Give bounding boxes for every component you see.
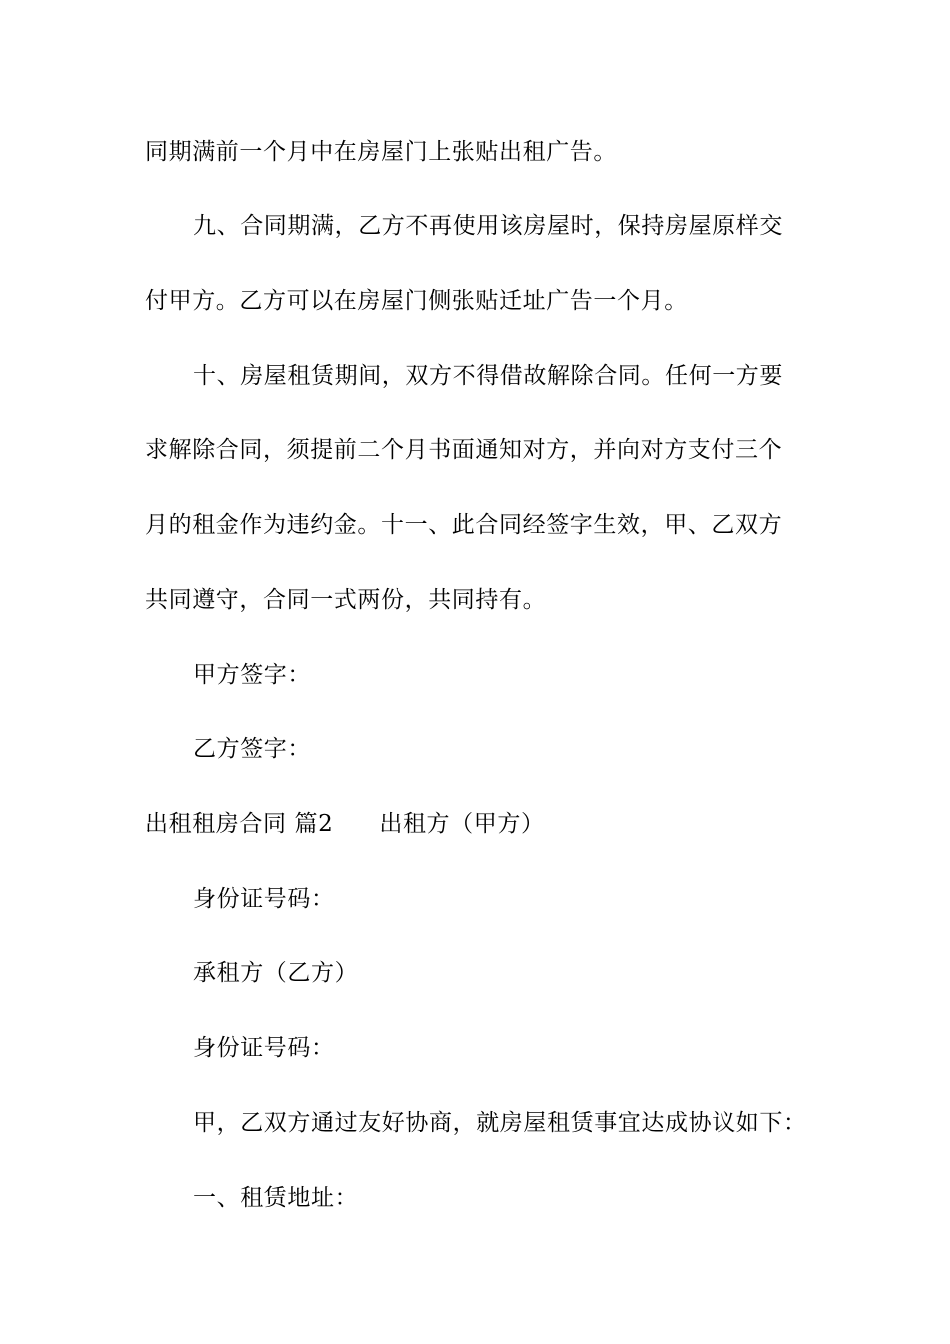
lessee-label: 承租方（乙方） <box>193 960 359 986</box>
clause-one-line: 一、租赁地址： <box>193 1185 359 1211</box>
clause-nine-line: 九、合同期满，乙方不再使用该房屋时，保持房屋原样交 <box>193 213 783 239</box>
id-number-line: 身份证号码： <box>193 886 335 912</box>
text-line: 求解除合同，须提前二个月书面通知对方，并向对方支付三个 <box>145 437 783 463</box>
text-line: 同期满前一个月中在房屋门上张贴出租广告。 <box>145 139 617 165</box>
clause-ten-line: 十、房屋租赁期间，双方不得借故解除合同。任何一方要 <box>193 363 783 389</box>
text-line: 共同遵守，合同一式两份，共同持有。 <box>145 587 547 613</box>
text-line: 月的租金作为违约金。十一、此合同经签字生效，甲、乙双方 <box>145 512 783 538</box>
agreement-intro: 甲，乙双方通过友好协商，就房屋租赁事宜达成协议如下： <box>193 1110 807 1136</box>
id-number-line: 身份证号码： <box>193 1035 335 1061</box>
text-line: 付甲方。乙方可以在房屋门侧张贴迁址广告一个月。 <box>145 288 688 314</box>
contract-title: 出租租房合同 篇2 <box>145 811 334 837</box>
party-a-signature: 甲方签字： <box>193 662 311 688</box>
lessor-label: 出租方（甲方） <box>379 811 545 837</box>
party-b-signature: 乙方签字： <box>193 736 311 762</box>
section-heading <box>145 809 815 839</box>
